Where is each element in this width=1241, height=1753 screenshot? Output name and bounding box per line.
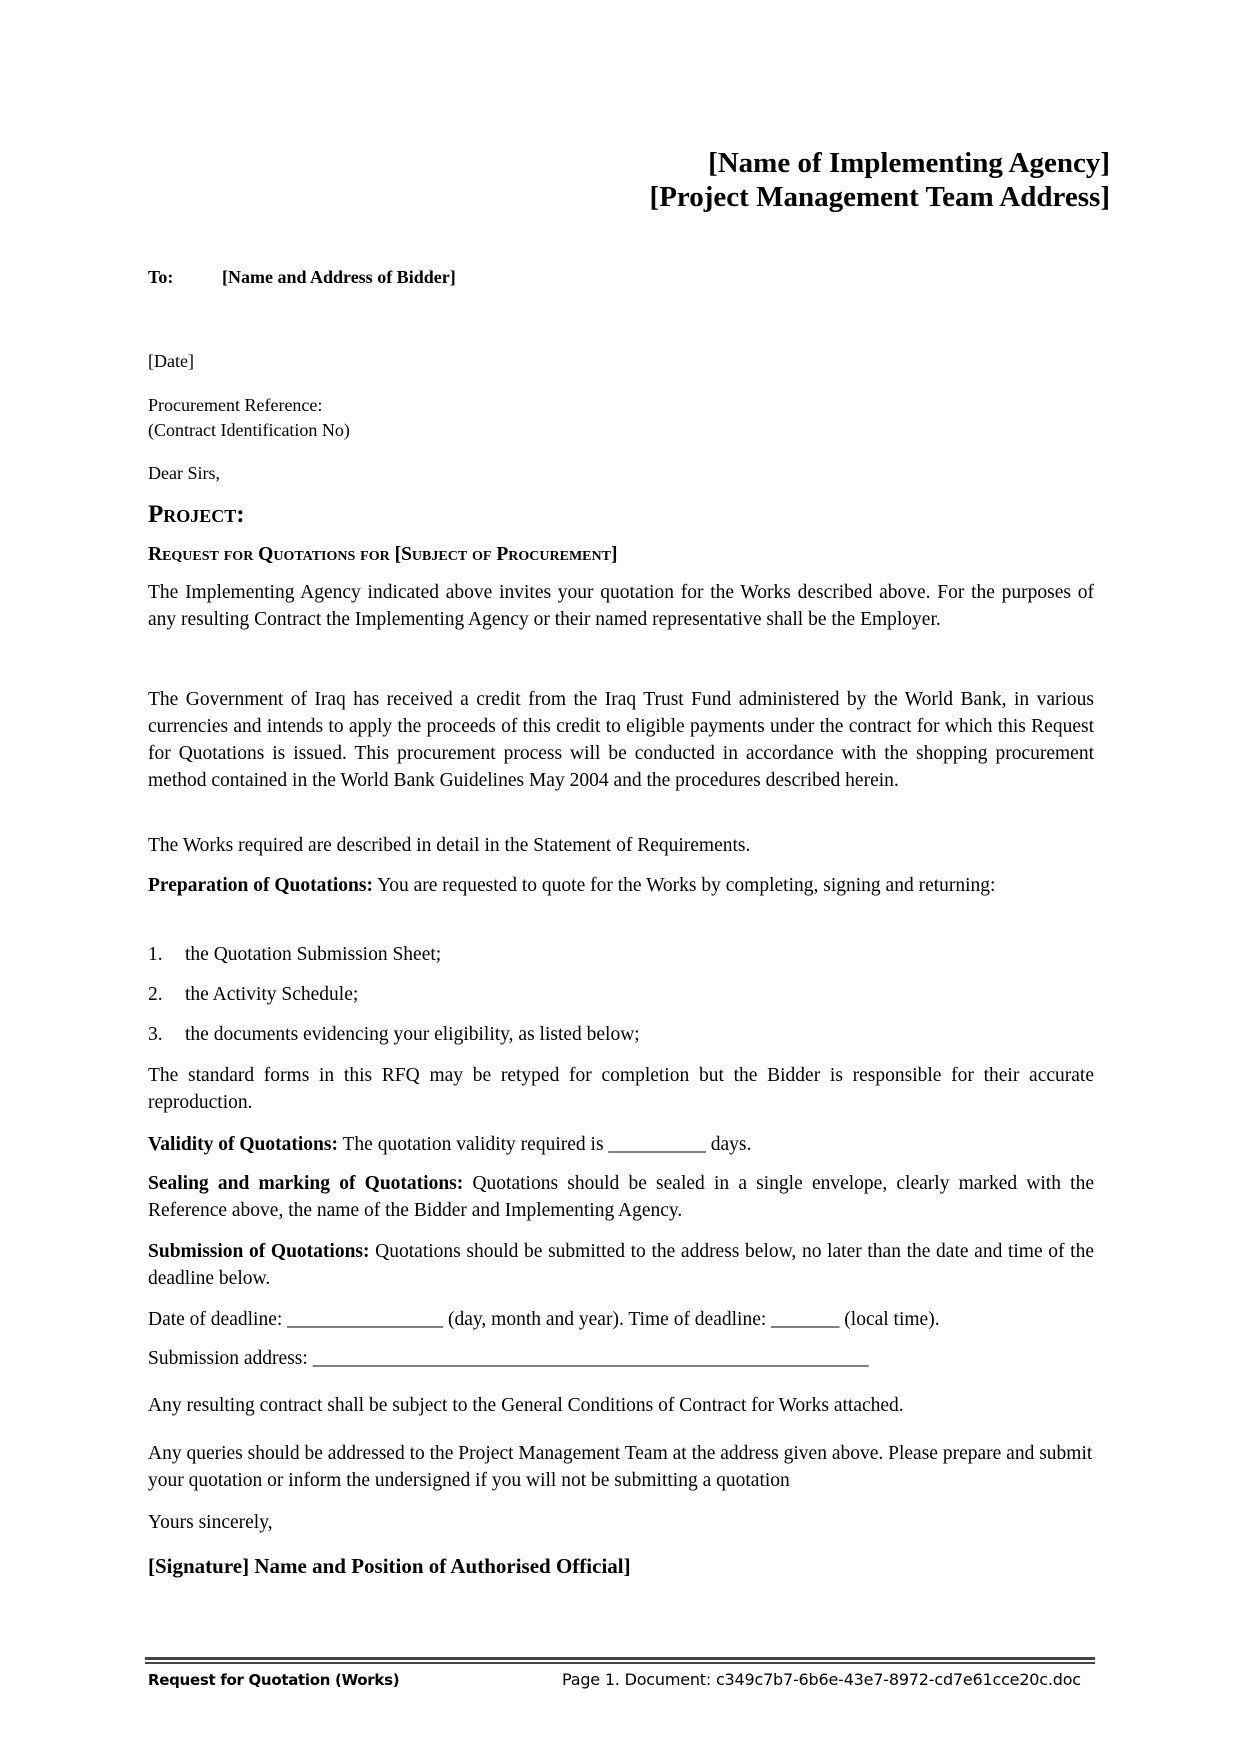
list-item <box>148 981 358 1008</box>
validity-text: The quotation validity required is <box>337 1134 609 1155</box>
recipient-value: [Name and Address of Bidder] <box>222 267 456 287</box>
validity-paragraph <box>148 1131 1094 1158</box>
agency-name: [Name of Implementing Agency] <box>708 147 1110 179</box>
preparation-paragraph <box>148 872 1094 899</box>
deadline-line <box>148 1306 1094 1333</box>
list-item-text: the Quotation Submission Sheet; <box>185 944 442 965</box>
closing: Yours sincerely, <box>148 1512 273 1533</box>
list-item-number: 3. <box>148 1024 163 1045</box>
list-item-number: 2. <box>148 984 163 1005</box>
recipient-line <box>148 266 456 288</box>
validity-label: Validity of Quotations: <box>148 1134 338 1155</box>
procurement-reference-value: (Contract Identification No) <box>148 420 350 440</box>
deadline-date-suffix: (day, month and year). Time of deadline: <box>443 1309 772 1330</box>
preparation-text: You are requested to quote for the Works by completing, signing and returning: <box>372 875 996 896</box>
signature-line: [Signature] Name and Position of Authorised Official] <box>148 1554 631 1578</box>
footer-title: Request for Quotation (Works) <box>148 1671 400 1689</box>
queries-paragraph: Any queries should be addressed to the Project Management Team at the address given above. Please prepare and submit your quotation or inform the undersigned if you will not be submitting a quotation <box>148 1443 1093 1491</box>
preparation-label: Preparation of Quotations: <box>148 875 373 896</box>
submission-paragraph <box>148 1238 1094 1292</box>
deadline-date-label: Date of deadline: <box>148 1309 288 1330</box>
validity-days-blank[interactable]: __________ <box>608 1134 706 1155</box>
submission-address-line <box>148 1345 1094 1372</box>
submission-address-blank[interactable]: _________________________________________________________ <box>312 1348 869 1369</box>
deadline-time-suffix: (local time). <box>839 1309 940 1330</box>
footer-divider <box>145 1657 1095 1664</box>
letterhead <box>650 146 1110 214</box>
submission-label: Submission of Quotations: <box>148 1241 370 1262</box>
footer-page-info: Page 1. Document: c349c7b7-6b6e-43e7-8972-cd7e61cce20c.doc <box>562 1670 1081 1689</box>
list-item <box>148 1021 640 1048</box>
date-field: [Date] <box>148 351 194 371</box>
validity-suffix: days. <box>705 1134 752 1155</box>
project-heading: Project: <box>148 501 245 528</box>
list-item-text: the documents evidencing your eligibility, as listed below; <box>185 1024 640 1045</box>
list-item <box>148 941 441 968</box>
intro-paragraph: The Implementing Agency indicated above invites your quotation for the Works described above. For the purposes of any resulting Contract the Implementing Agency or their named representative shall be the Employer. <box>148 582 1094 630</box>
works-paragraph: The Works required are described in detail in the Statement of Requirements. <box>148 835 751 856</box>
procurement-reference-label: Procurement Reference: <box>148 395 323 415</box>
recipient-label: To: <box>148 267 174 287</box>
sealing-paragraph <box>148 1170 1094 1224</box>
footer-divider-thin <box>145 1662 1095 1664</box>
deadline-date-blank[interactable]: ________________ <box>287 1309 444 1330</box>
conditions-paragraph: Any resulting contract shall be subject to the General Conditions of Contract for Works attached. <box>148 1395 904 1416</box>
procurement-reference <box>148 392 350 444</box>
salutation: Dear Sirs, <box>148 463 220 483</box>
rfq-title: Request for Quotations for [Subject of Procurement] <box>148 544 618 565</box>
funding-paragraph: The Government of Iraq has received a credit from the Iraq Trust Fund administered by the World Bank, in various currencies and intends to apply the proceeds of this credit to eligible payments under the contract for which this Request for Quotations is issued. This procurement process will be conducted in accordance with the shopping procurement method contained in the World Bank Guidelines May 2004 and the procedures described herein. <box>148 689 1094 791</box>
team-address: [Project Management Team Address] <box>649 181 1110 213</box>
submission-address-label: Submission address: <box>148 1348 313 1369</box>
sealing-text: Quotations should be sealed in a single envelope, clearly marked with the Reference above, the name of the Bidder and Implementing Agency. <box>148 1173 1094 1221</box>
submission-text: Quotations should be submitted to the address below, no later than the date and time of the deadline below. <box>148 1241 1094 1289</box>
footer-divider-thick <box>145 1657 1095 1660</box>
list-item-text: the Activity Schedule; <box>185 984 359 1005</box>
deadline-time-blank[interactable]: _______ <box>771 1309 840 1330</box>
list-item-number: 1. <box>148 944 163 965</box>
forms-paragraph: The standard forms in this RFQ may be retyped for completion but the Bidder is responsible for their accurate reproduction. <box>148 1065 1094 1113</box>
sealing-label: Sealing and marking of Quotations: <box>148 1173 464 1194</box>
